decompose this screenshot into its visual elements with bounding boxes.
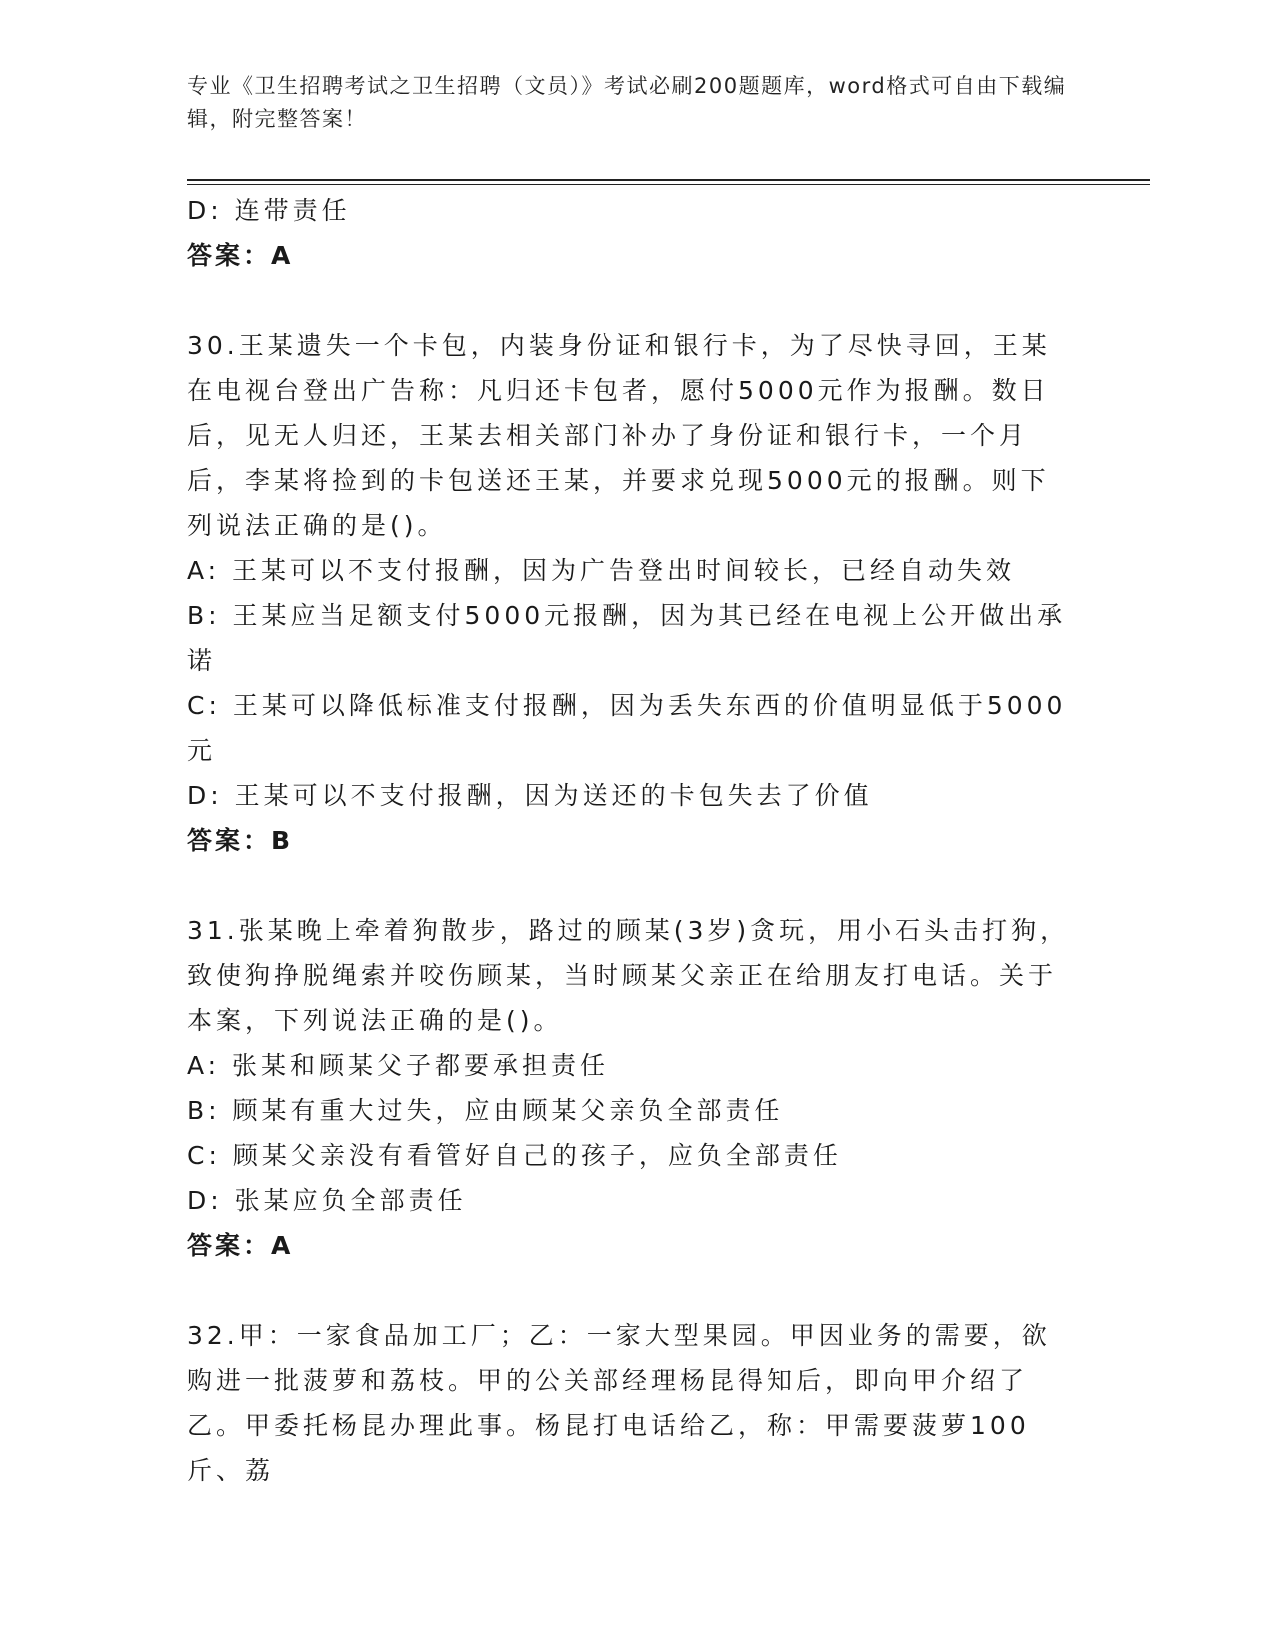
question-stem: 30.王某遗失一个卡包，内装身份证和银行卡，为了尽快寻回，王某在电视台登出广告称：凡归还卡包者，愿付5000元作为报酬。数日后，见无人归还，王某去相关部门补办了身份证和银行卡，一个月后，李某将捡到的卡包送还王某，并要求兑现5000元的报酬。则下列说法正确的是()。 [187, 331, 1051, 540]
document-header: 专业《卫生招聘考试之卫生招聘（文员）》考试必刷200题题库，word格式可自由下载编辑，附完整答案！ [187, 74, 1067, 131]
option-c: C: 王某可以降低标准支付报酬，因为丢失东西的价值明显低于5000元 [187, 691, 1067, 765]
option-a: A: 王某可以不支付报酬，因为广告登出时间较长，已经自动失效 [187, 556, 1016, 585]
spacer [187, 278, 1077, 323]
question-31 [187, 908, 1077, 1268]
document-body [187, 188, 1077, 1493]
header-divider-thin [187, 184, 1150, 185]
option-d: D: 张某应负全部责任 [187, 1186, 467, 1215]
prev-answer: 答案：A [187, 241, 294, 270]
option-b: B: 顾某有重大过失，应由顾某父亲负全部责任 [187, 1096, 784, 1125]
answer: 答案：A [187, 1231, 294, 1260]
spacer [187, 863, 1077, 908]
answer: 答案：B [187, 826, 294, 855]
question-stem: 32.甲：一家食品加工厂；乙：一家大型果园。甲因业务的需要，欲购进一批菠萝和荔枝。甲的公关部经理杨昆得知后，即向甲介绍了乙。甲委托杨昆办理此事。杨昆打电话给乙，称：甲需要菠萝100斤、荔 [187, 1321, 1051, 1485]
option-b: B: 王某应当足额支付5000元报酬，因为其已经在电视上公开做出承诺 [187, 601, 1067, 675]
spacer [187, 1268, 1077, 1313]
question-stem: 31.张某晚上牵着狗散步，路过的顾某(3岁)贪玩，用小石头击打狗，致使狗挣脱绳索并咬伤顾某，当时顾某父亲正在给朋友打电话。关于本案，下列说法正确的是()。 [187, 916, 1070, 1035]
header-divider-thick [187, 179, 1150, 181]
option-a: A: 张某和顾某父子都要承担责任 [187, 1051, 610, 1080]
option-c: C: 顾某父亲没有看管好自己的孩子，应负全部责任 [187, 1141, 842, 1170]
option-d: D: 王某可以不支付报酬，因为送还的卡包失去了价值 [187, 781, 873, 810]
question-30 [187, 323, 1077, 863]
prev-option-d: D: 连带责任 [187, 196, 351, 225]
question-32 [187, 1313, 1077, 1493]
